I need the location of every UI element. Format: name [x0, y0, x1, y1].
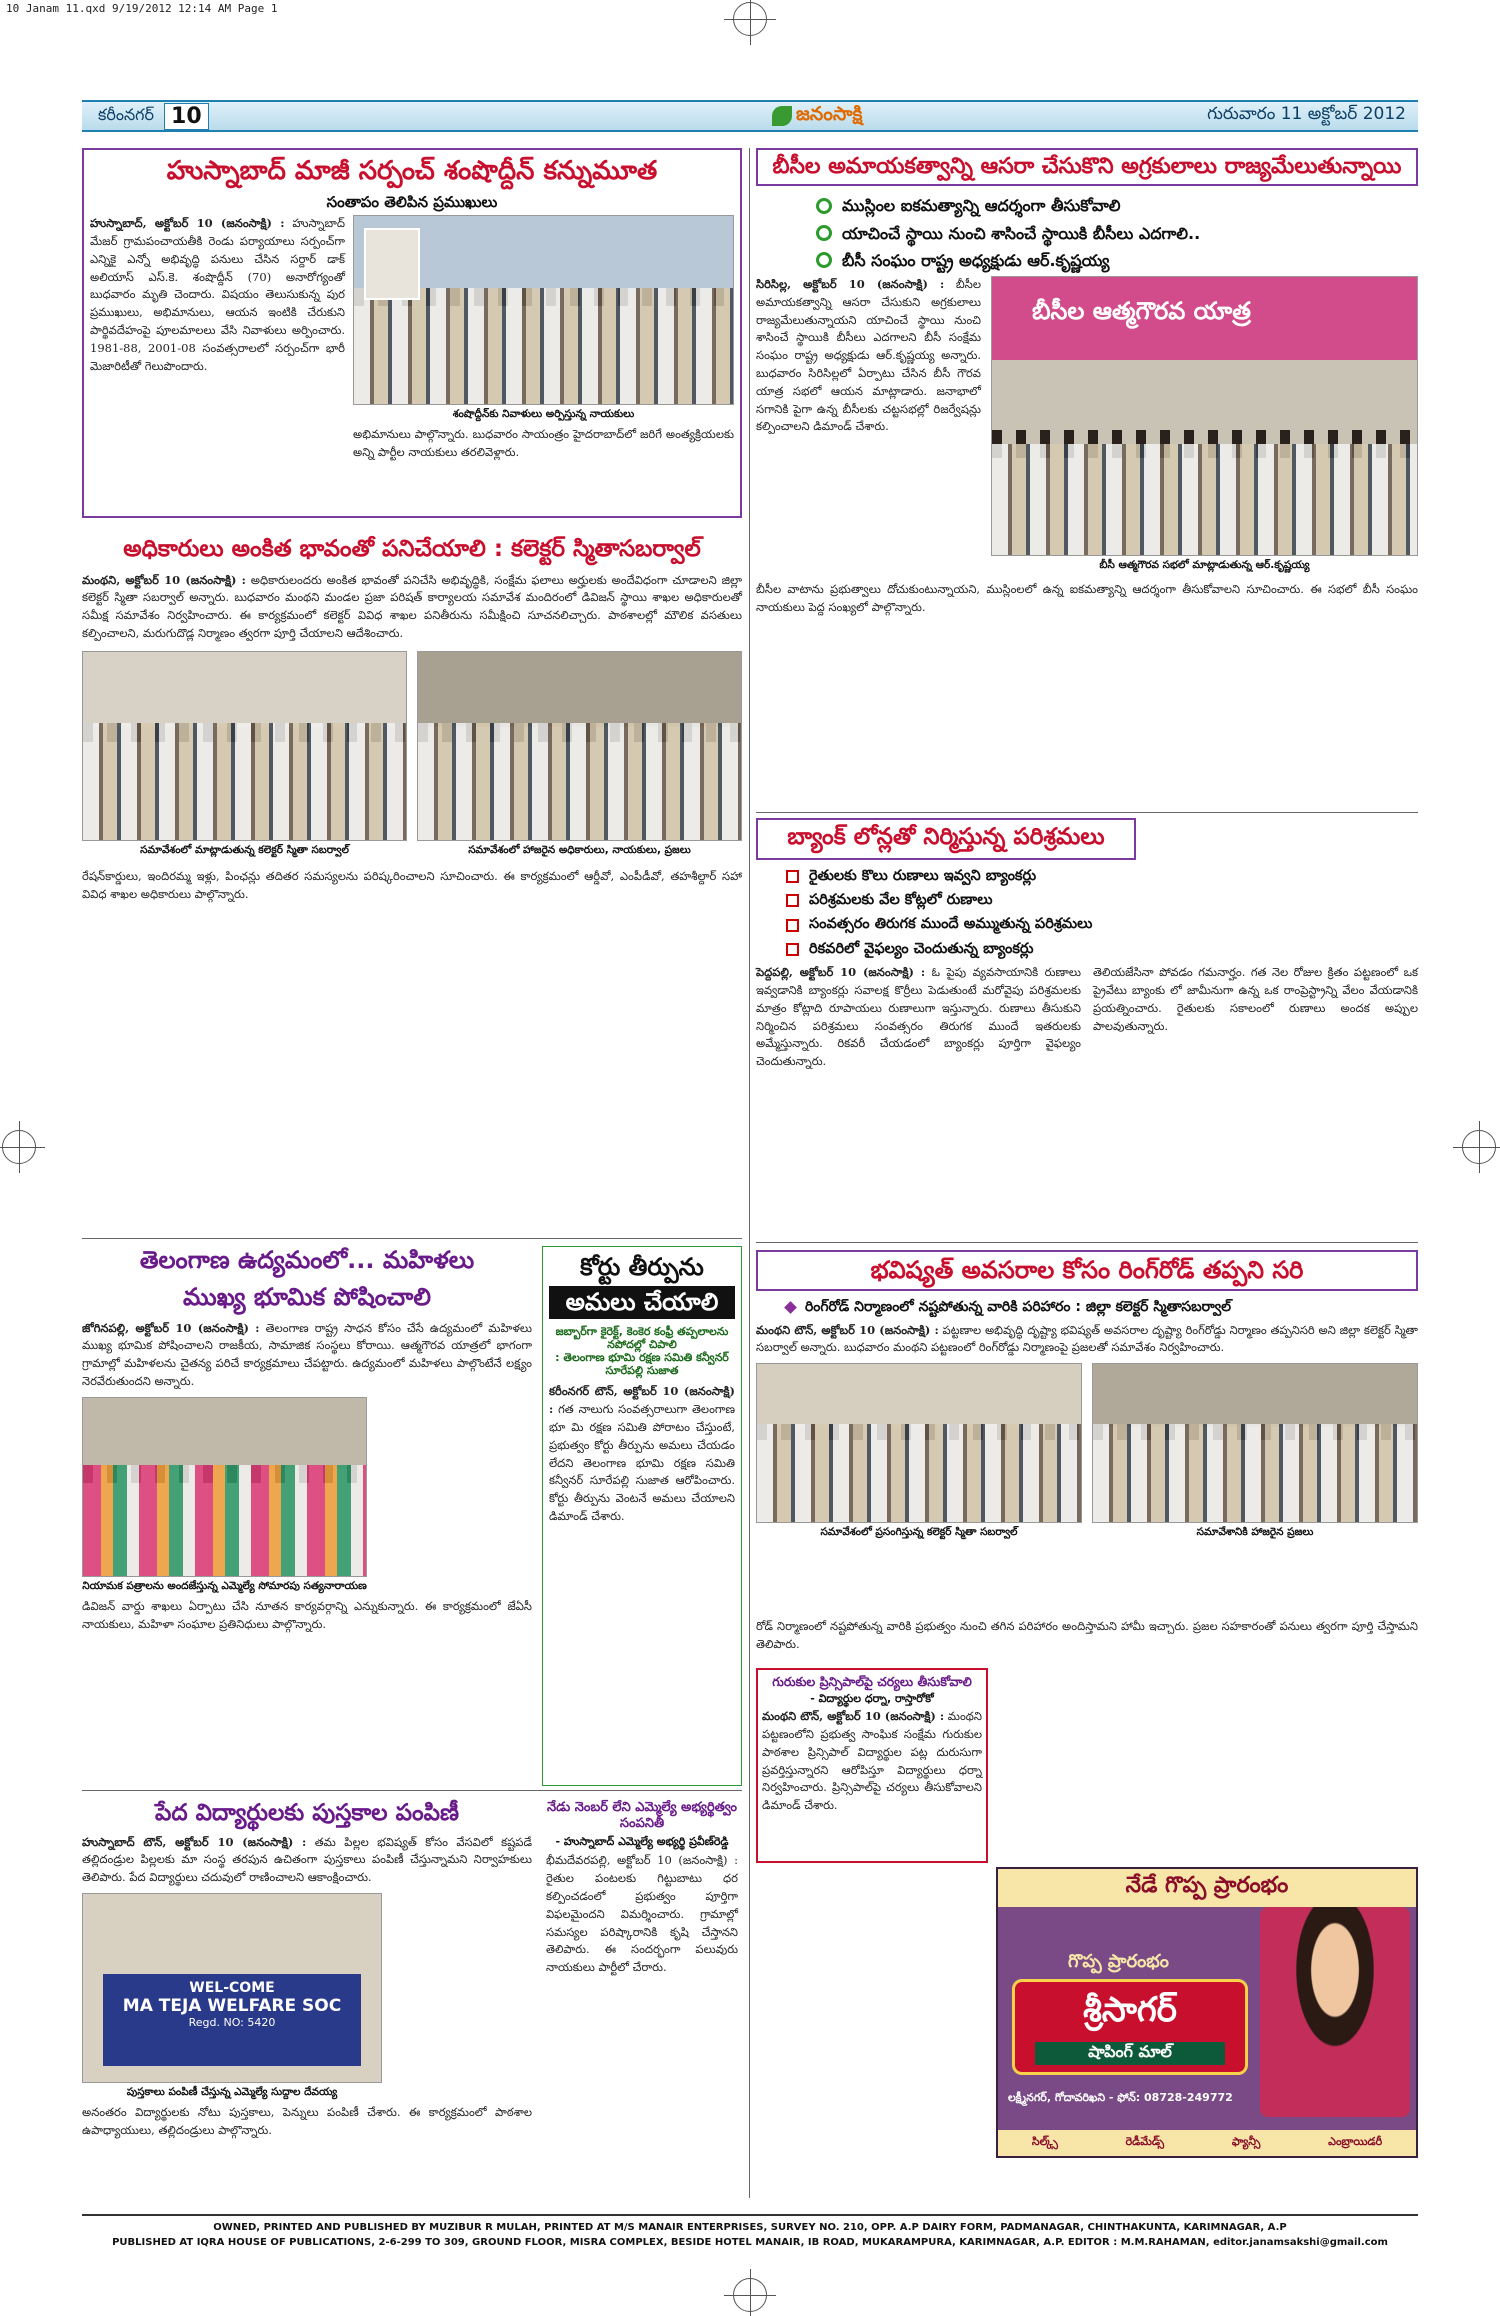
headline: బీసీల అమాయకత్వాన్ని ఆసరా చేసుకొని అగ్రకులాలు రాజ్యమేలుతున్నాయి [756, 148, 1418, 186]
ad-tagline: గొప్ప ప్రారంభం [1068, 1951, 1169, 1972]
subheadline-attribution: : తెలంగాణ భూమి రక్షణ సమితి కన్వీనర్ సూరేపల్లి సుజాత [555, 1350, 729, 1378]
bullet-item: పరిశ్రమలకు వేల కోట్లలో రుణాలు [786, 892, 1418, 909]
bullet-item: యాచించే స్థాయి నుంచి శాసించే స్థాయికి బీసీలు ఎదగాలి.. [816, 224, 1418, 243]
portrait-frame [364, 228, 420, 300]
leaf-icon [772, 106, 792, 126]
headline-line-2: ముఖ్య భూమిక పోషించాలి [183, 1282, 431, 1311]
news-photo [1092, 1363, 1418, 1523]
section-divider [82, 1238, 742, 1239]
story-body: గత నాలుగు సంవత్సరాలుగా తెలంగాణ భూ మి రక్షణ సమితి పోరాటం చేస్తుంటే, ప్రభుత్వం కోర్టు తీర్పును అమలు చేయడం లేదని తెలంగాణ భూమి రక్షణ సమితి కన్వీనర్ సూరేపల్లి సుజాత ఆరోపించారు. కోర్టు తీర్పును వెంటనే అమలు చేయాలని డిమాండ్ చేశారు. [549, 1402, 736, 1524]
bullet-item: ముస్లింల ఐకమత్యాన్ని ఆదర్శంగా తీసుకోవాలి [816, 196, 1418, 215]
ring-bullet-icon [816, 225, 832, 241]
paper-logo [772, 102, 862, 130]
story-body-continued: రోడ్ నిర్మాణంలో నష్టపోతున్న వారికి ప్రభుత్వం నుంచి తగిన పరిహారం అందిస్తామని హామీ ఇచ్చారు. ప్రజల సహకారంతో పనులు త్వరగా పూర్తి చేస్తామని తెలిపారు. [756, 1619, 1418, 1651]
photo-caption: సమావేశంలో ప్రసంగిస్తున్న కలెక్టర్ స్మితా సబర్వాల్ [820, 1526, 1018, 1539]
story-body-continued: అభిమానులు పాల్గొన్నారు. బుధవారం సాయంత్రం హైదరాబాద్‌లో జరిగే అంత్యక్రియలకు అన్ని పార్టీల నాయకులు తరలివెళ్లారు. [353, 427, 734, 459]
story-collector-review [82, 532, 742, 1232]
story-body: భీమదేవరపల్లి, అక్టోబర్ 10 (జనంసాక్షి) : రైతుల పంటలకు గిట్టుబాటు ధర కల్పించడంలో ప్రభుత్వం పూర్తిగా విఫలమైందని విమర్శించారు. గ్రామాల్లో సమస్యల పరిష్కారానికి కృషి చేస్తానని తెలిపారు. ఈ సందర్భంగా పలువురు నాయకులు పార్టీలో చేరారు. [546, 1853, 738, 1975]
dateline: మంథని టౌన్, అక్టోబర్ 10 (జనంసాక్షి) : [756, 1322, 939, 1337]
photo-banner: బీసీల ఆత్మగౌరవ యాత్ర [1032, 296, 1251, 325]
banner-line-3: Regd. NO: 5420 [188, 2016, 276, 2030]
issue-date: గురువారం 11 అక్టోబర్ 2012 [1207, 104, 1406, 124]
ad-brand-box [1012, 1979, 1248, 2075]
imprint-line-1: OWNED, PRINTED AND PUBLISHED BY MUZIBUR R MULAH, PRINTED AT M/S MANAIR ENTERPRISES, SURVEY NO. 210, OPP. A.P DAIRY FORM, PADMANAGAR, CHINTHAKUNTA, KARIMNAGAR, A.P [213, 2222, 1287, 2233]
highlight-bullets [756, 186, 1418, 276]
ad-category: సిల్క్స్ [1031, 2135, 1058, 2148]
headline: హుస్నాబాద్ మాజీ సర్పంచ్ శంషొద్దీన్ కన్నుమూత [166, 156, 658, 186]
headline-line-1: తెలంగాణ ఉద్యమంలో... మహిళలు [139, 1246, 475, 1274]
section-divider [756, 1242, 1418, 1243]
photo-caption: శంషొద్దీన్‌కు నివాళులు అర్పిస్తున్న నాయకులు [452, 408, 635, 421]
registration-mark-top [733, 2, 767, 36]
headline: గురుకుల ప్రిన్సిపాల్‌పై చర్యలు తీసుకోవాలి [772, 1674, 972, 1689]
story-ring-road-continued [756, 1618, 1418, 1658]
square-bullet-icon [786, 943, 799, 956]
welfare-banner [103, 1974, 361, 2066]
story-bank-loans [756, 818, 1418, 1238]
story-sarpanch-obituary [82, 148, 742, 518]
ad-category: ఫ్యాన్సీ [1231, 2135, 1261, 2148]
story-body: బీసీల అమాయకత్వాన్ని ఆసరా చేసుకుని అగ్రకులాలు రాజ్యమేలుతున్నాయని యాచించే స్థాయి నుంచి శాసించే స్థాయికి బీసీలు ఎదగాలని బీసీ సంక్షేమ సంఘం రాష్ట్ర అధ్యక్షుడు ఆర్.కృష్ణయ్య అన్నారు. బుధవారం సిరిసిల్లలో ఏర్పాటు చేసిన బీసీ గౌరవ యాత్ర సభలో ఆయన మాట్లాడారు. జనాభాలో సగానికి పైగా ఉన్న బీసీలకు చట్టసభల్లో రిజర్వేషన్లు కల్పించాలని డిమాండ్ చేశారు. [756, 276, 981, 434]
square-bullet-icon [786, 919, 799, 932]
dateline: హుస్నాబాద్ టౌన్, అక్టోబర్ 10 (జనంసాక్షి) : [82, 1834, 307, 1849]
section-divider [756, 812, 1418, 813]
page-number: 10 [164, 103, 209, 130]
photo-caption: బీసీ ఆత్మగౌరవ సభలో మాట్లాడుతున్న ఆర్.కృష్ణయ్య [1099, 558, 1310, 571]
bullet-item: బీసీ సంఘం రాష్ట్ర అధ్యక్షుడు ఆర్.కృష్ణయ్య [816, 251, 1418, 270]
photo-caption: సమావేశంలో మాట్లాడుతున్న కలెక్టర్ స్మితా సబర్వాల్ [140, 843, 349, 856]
story-body: మంథని పట్టణంలోని ప్రభుత్వ సాంఘిక సంక్షేమ గురుకుల పాఠశాల ప్రిన్సిపాల్ విద్యార్థుల పట్ల దురుసుగా ప్రవర్తిస్తున్నారని ఆరోపిస్తూ విద్యార్థులు ధర్నా నిర్వహించారు. ప్రిన్సిపాల్‌పై చర్యలు తీసుకోవాలని డిమాండ్ చేశారు. [762, 1709, 982, 1813]
story-body: హుస్నాబాద్ మేజర్ గ్రామపంచాయతీకి రెండు పర్యాయాలు సర్పంచ్‌గా ఎన్నికై ఎన్నో అభివృద్ధి పనులు చేసిన సర్దార్ డాక్ అలియాస్ ఎస్.కె. శంషొద్దీన్ (70) అనారోగ్యంతో బుధవారం మృతి చెందారు. విషయం తెలుసుకున్న పుర ప్రముఖులు, అభిమానులు, ఆయన ఇంటికి చేరుకుని పార్థివదేహంపై పూలమాలలు వేసి నివాళులు అర్పించారు. 1981-88, 2001-08 సంవత్సరాలలో సర్పంచ్‌గా భారీ మెజారిటీతో గెలుపొందారు. [90, 216, 345, 373]
shopping-mall-ad[interactable] [996, 1867, 1418, 2158]
photo-caption: పుస్తకాలు పంపిణీ చేస్తున్న ఎమ్మెల్యే సుద్దాల దేవయ్య [126, 2086, 338, 2099]
story-body: తమ పిల్లల భవిష్యత్ కోసం వేసవిలో కష్టపడే తల్లిదండ్రుల పిల్లలకు మా సంస్థ తరపున ఉచితంగా పుస్తకాలు పంపిణీ చేస్తున్నామని నిర్వాహకులు తెలిపారు. పేద విద్యార్థులు చదువులో రాణించాలని ఆకాంక్షించారు. [82, 1834, 532, 1885]
square-bullet-icon [786, 870, 799, 883]
story-body-continued: డివిజన్ వార్డు శాఖలు ఏర్పాటు చేసి నూతన కార్యవర్గాన్ని ఎన్నుకున్నారు. ఈ కార్యక్రమంలో జేఏసీ నాయకులు, మహిళా సంఘాల ప్రతినిధులు పాల్గొన్నారు. [82, 1598, 532, 1631]
registration-mark-right [1462, 1130, 1496, 1164]
ring-bullet-icon [816, 252, 832, 268]
ad-category: ఎంబ్రాయిడరీ [1328, 2135, 1383, 2148]
dateline: మంథని, అక్టోబర్ 10 (జనంసాక్షి) : [82, 572, 246, 587]
ad-subbrand: షాపింగ్ మాల్ [1035, 2042, 1225, 2065]
story-body-continued: తెలియజేసినా పోవడం గమనార్హం. గత నెల రోజుల క్రితం పట్టణంలో ఒక ప్రైవేటు బ్యాంకు లో జామీనుగా ఉన్న ఒక రాంప్రెస్ట్రాన్ని వేలం వేయడానికి ప్రయత్నించారు. రైతులకు సకాలంలో రుణాలు అందక అప్పుల పాలవుతున్నారు. [1093, 965, 1418, 1033]
subheadline: సంతాపం తెలిపిన ప్రముఖులు [326, 193, 498, 212]
edition-name: కరీంనగర్ [98, 104, 155, 124]
diamond-bullet-icon [784, 1301, 797, 1314]
bullet-item: రైతులకు కొలు రుణాలు ఇవ్వని బ్యాంకర్లు [786, 868, 1418, 885]
story-body: పట్టణాల అభివృద్ధి దృష్ట్యా భవిష్యత్ అవసరాల దృష్ట్యా రింగ్‌రోడ్డు నిర్మాణం తప్పనిసరి అని జిల్లా కలెక్టర్ స్మితా సబర్వాల్ అన్నారు. బుధవారం మంథని పట్టణంలో రింగ్‌రోడ్డు నిర్మాణంపై ప్రజలతో సమావేశం నిర్వహించారు. [756, 1322, 1418, 1355]
headline: నేడు నెంబర్‌ లేని ఎమ్మెల్యే అభ్యర్థిత్వం సంపనితీ [546, 1800, 738, 1831]
dateline: హుస్నాబాద్, అక్టోబర్ 10 (జనంసాక్షి) : [90, 216, 285, 231]
bullet-item: రికవరిలో వైఫల్యం చెందుతున్న బ్యాంకర్లు [786, 941, 1418, 958]
imprint-line-2: PUBLISHED AT IQRA HOUSE OF PUBLICATIONS, 2-6-299 TO 309, GROUND FLOOR, MISRA COMPLEX, BESIDE HOTEL MANAIR, IB ROAD, MUKARAMPURA, KARIMNAGAR, A.P. EDITOR : M.M.RAHAMAN, editor.janamsakshi@gmail.com [112, 2237, 1388, 2248]
headline-line-1: కోర్టు తీర్పును [580, 1253, 704, 1281]
imprint-footer [82, 2214, 1418, 2250]
story-body-continued: రేషన్‌కార్డులు, ఇందిరమ్మ ఇళ్లు, పింఛన్లు తదితర సమస్యలను పరిష్కరించాలని సూచించారు. ఈ కార్యక్రమంలో ఆర్డీవో, ఎంపీడీవో, తహశీల్దార్ సహా వివిధ శాఖల అధికారులు పాల్గొన్నారు. [82, 868, 742, 901]
news-photo [991, 276, 1418, 556]
headline: భవిష్యత్ అవసరాల కోసం రింగ్‌రోడ్ తప్పని సరి [756, 1250, 1418, 1291]
story-telangana-women [82, 1246, 532, 1786]
story-ring-road [756, 1250, 1418, 1610]
dateline: కరీంనగర్ టౌన్, అక్టోబర్ 10 (జనంసాక్షి) : [549, 1384, 735, 1417]
bullet-item: సంవత్సరం తిరుగక ముందే అమ్ముతున్న పరిశ్రమలు [786, 916, 1418, 933]
subheadline: - విద్యార్థుల ధర్నా, రాస్తారోకో [810, 1692, 934, 1705]
news-photo [82, 651, 407, 841]
banner-line-2: MA TEJA WELFARE SOC [122, 1996, 342, 2017]
story-body-continued: అనంతరం విద్యార్థులకు నోటు పుస్తకాలు, పెన్నులు పంపిణీ చేశారు. ఈ కార్యక్రమంలో పాఠశాల ఉపాధ్యాయులు, తల్లిదండ్రులు పాల్గొన్నారు. [82, 2105, 532, 2137]
dateline: పెద్దపల్లి, అక్టోబర్ 10 (జనంసాక్షి) : [756, 965, 926, 980]
news-photo [82, 1893, 382, 2083]
news-photo [417, 651, 742, 841]
dateline: మంథని టౌన్, అక్టోబర్ 10 (జనంసాక్షి) : [762, 1709, 945, 1724]
story-body: అధికారులందరు అంకిత భావంతో పనిచేసి అభివృద్ధికి, సంక్షేమ ఫలాలు అర్హులకు అందేవిధంగా చూడాలని జిల్లా కలెక్టర్ స్మితా సబర్వాల్ అన్నారు. బుధవారం మంథని మండల ప్రజా పరిషత్ కార్యాలయ సమావేశ మందిరంలో డివిజన్ స్థాయి శాఖల అధికారులతో సమీక్ష సమావేశం నిర్వహించారు. ఈ కార్యక్రమంలో కలెక్టర్ వివిధ శాఖల పనితీరును సమీక్షించి సూచనలిచ్చారు. పాఠశాలల్లో మౌలిక వసతులు కల్పించాలని, మరుగుదొడ్ల నిర్మాణం త్వరగా పూర్తి చేయాలని ఆదేశించారు. [82, 572, 743, 641]
headline-line-2: అమలు చేయాలి [549, 1286, 735, 1319]
news-photo [353, 215, 734, 405]
story-book-distribution [82, 1796, 532, 2196]
story-body-continued: బీసీల వాటాను ప్రభుత్వాలు దోచుకుంటున్నాయని, ముస్లింలలో ఉన్న ఐకమత్యాన్ని ఆదర్శంగా తీసుకోవాలని సూచించారు. ఈ సభలో బీసీ సంఘం నాయకులు పెద్ద సంఖ్యలో పాల్గొన్నారు. [756, 581, 1418, 614]
print-slug: 10 Janam 11.qxd 9/19/2012 12:14 AM Page 1 [6, 2, 278, 15]
column-divider [749, 148, 750, 2198]
ad-category: రెడీమేడ్స్ [1125, 2135, 1165, 2148]
attribution: - హుస్నాబాద్ ఎమ్మెల్యే అభ్యర్థి ప్రవీణ్‌రెడ్డి [555, 1835, 729, 1849]
ad-photo [1260, 1907, 1410, 2117]
ring-bullet-icon [816, 198, 832, 214]
story-bc-rally [756, 148, 1418, 808]
story-body: ఓ పైపు వ్యవసాయానికి రుణాలు ఇవ్వడానికి బ్యాంకర్లు సవాలక్ష కొర్రీలు పెడుతుంటే మరోవైపు పరిశ్రమలకు మాత్రం కోట్లాది రూపాయలు రుణాలుగా ఇస్తున్నారు. రుణాలు తీసుకుని నిర్మించిన పరిశ్రమలు సంవత్సరం తిరుగక ముందే ఇతరులకు అమ్మేస్తున్నారు. రికవరీ చేయడంలో బ్యాంకర్లు పూర్తిగా వైఫల్యం చెందుతున్నారు. [756, 965, 1082, 1069]
square-bullet-icon [786, 894, 799, 907]
headline: పేద విద్యార్థులకు పుస్తకాల పంపిణీ [154, 1800, 459, 1826]
highlight-bullets [756, 860, 1418, 965]
section-divider [82, 1790, 742, 1791]
ad-contact: లక్ష్మీనగర్, గోదావరిఖని - ఫోన్: 08728-249772 [1008, 2091, 1233, 2104]
photo-caption: సమావేశంలో హాజరైన అధికారులు, నాయకులు, ప్రజలు [468, 843, 691, 856]
subheadline: జబ్బార్‌గా కైరెక్ట్, కెంకెర కంఫ్రీ తప్పలాలను నపోదల్లో చిపాలి [555, 1324, 729, 1351]
photo-caption: నియామక పత్రాలను అందజేస్తున్న ఎమ్మెల్యే సోమారపు సత్యనారాయణ [82, 1579, 367, 1592]
ad-top-banner: నేడే గొప్ప ప్రారంభం [998, 1869, 1416, 1907]
paper-name: జనంసాక్షి [796, 102, 863, 125]
registration-mark-left [2, 1130, 36, 1164]
registration-mark-bottom [733, 2278, 767, 2312]
photo-caption: సమావేశానికి హాజరైన ప్రజలు [1196, 1526, 1314, 1539]
news-photo [756, 1363, 1082, 1523]
story-body: తెలంగాణ రాష్ట్ర సాధన కోసం చేసే ఉద్యమంలో మహిళలు ముఖ్య భూమిక పోషించాలని రాజకీయ, సామాజిక సంస్థలు కోరాయి. ఆత్మగౌరవ యాత్రలో భాగంగా గ్రామాల్లో మహిళలను చైతన్య పరిచే కార్యక్రమాలు చేపట్టారు. ఉద్యమంలో మహిళలు పాల్గొంటేనే లక్ష్యం నెరవేరుతుందని అన్నారు. [82, 1320, 533, 1389]
banner-line-1: WEL-COME [189, 1980, 275, 1997]
story-mla-candidate [542, 1796, 742, 2196]
story-gurukul-principal [756, 1668, 988, 1863]
news-photo [82, 1397, 367, 1577]
subheadline: రింగ్‌రోడ్ నిర్మాణంలో నష్టపోతున్న వారికి పరిహారం : జిల్లా కలెక్టర్ స్మితాసబర్వాల్ [756, 1291, 1418, 1322]
story-court-verdict [542, 1246, 742, 1786]
ad-brand-name: శ్రీసాగర్ [1083, 1990, 1177, 2030]
ad-categories [998, 2130, 1416, 2156]
headline: బ్యాంక్ లోన్లతో నిర్మిస్తున్న పరిశ్రమలు [756, 818, 1136, 860]
headline: అధికారులు అంకిత భావంతో పనిచేయాలి : కలెక్టర్ స్మితాసబర్వాల్ [123, 536, 701, 562]
dateline: సిరిసిల్ల, అక్టోబర్ 10 (జనంసాక్షి) : [756, 276, 945, 291]
page-masthead [82, 100, 1418, 132]
dateline: జోగినపల్లి, అక్టోబర్ 10 (జనంసాక్షి) : [82, 1320, 260, 1335]
